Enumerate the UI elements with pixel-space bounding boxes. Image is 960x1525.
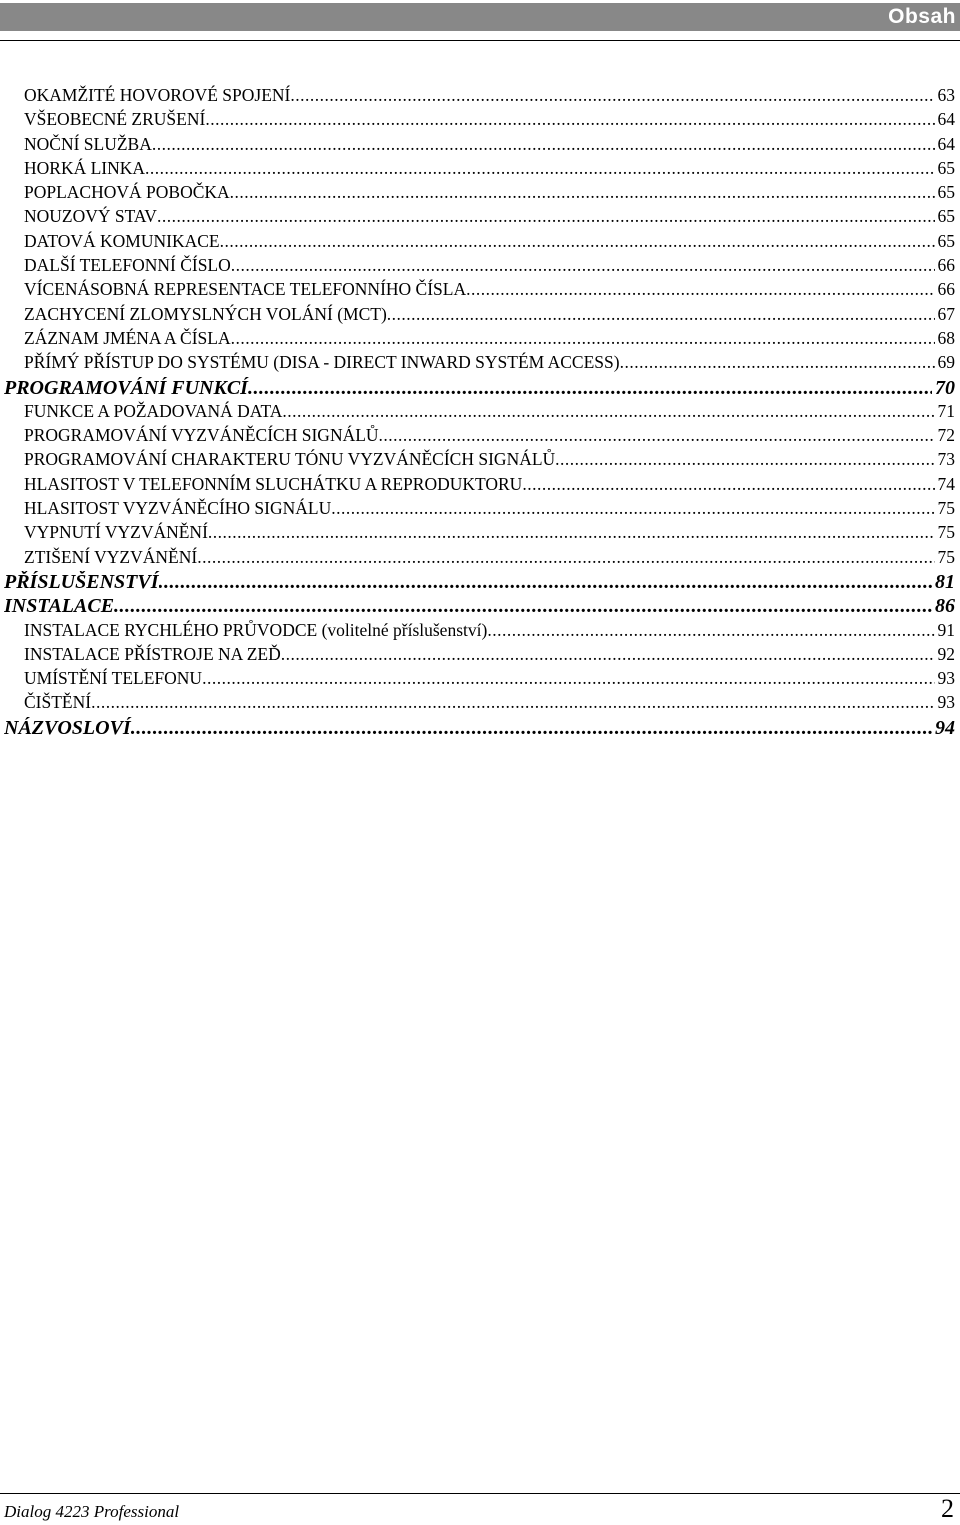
toc-section-entry[interactable] — [4, 644, 955, 668]
toc-entry-title: PŘÍSLUŠENSTVÍ — [4, 570, 159, 593]
toc-chapter-entry[interactable] — [4, 377, 955, 401]
toc-dot-leader — [466, 279, 934, 300]
toc-dot-leader — [152, 134, 935, 155]
toc-section-entry[interactable] — [4, 352, 955, 376]
toc-entry-page: 65 — [937, 182, 955, 203]
toc-dot-leader — [157, 206, 935, 227]
toc-dot-leader — [91, 692, 934, 713]
toc-entry-title: VÍCENÁSOBNÁ REPRESENTACE TELEFONNÍHO ČÍSLA — [24, 279, 467, 300]
toc-dot-leader — [282, 401, 934, 422]
toc-entry-page: 86 — [935, 595, 955, 618]
toc-dot-leader — [387, 304, 935, 325]
toc-entry-page: 91 — [937, 619, 955, 640]
toc-entry-title: VYPNUTÍ VYZVÁNĚNÍ — [24, 522, 208, 543]
toc-entry-page: 64 — [937, 109, 955, 130]
toc-entry-page: 65 — [937, 206, 955, 227]
toc-section-entry[interactable] — [4, 206, 955, 230]
toc-section-entry[interactable] — [4, 85, 955, 109]
toc-entry-page: 92 — [937, 643, 955, 664]
toc-dot-leader — [248, 377, 932, 400]
toc-entry-title: NOČNÍ SLUŽBA — [24, 133, 152, 154]
toc-entry-page: 75 — [937, 546, 955, 567]
toc-entry-page: 75 — [937, 498, 955, 519]
toc-dot-leader — [555, 449, 934, 470]
toc-dot-leader — [131, 717, 932, 740]
toc-section-entry[interactable] — [4, 498, 955, 522]
toc-entry-page: 94 — [935, 716, 955, 739]
toc-dot-leader — [620, 352, 935, 373]
toc-entry-page: 74 — [937, 473, 955, 494]
toc-entry-title: INSTALACE PŘÍSTROJE NA ZEĎ — [24, 643, 281, 664]
toc-section-entry[interactable] — [4, 255, 955, 279]
toc-section-entry[interactable] — [4, 692, 955, 716]
toc-dot-leader — [522, 474, 934, 495]
footer-document-name: Dialog 4223 Professional — [4, 1502, 180, 1521]
toc-dot-leader — [379, 425, 935, 446]
toc-entry-title: ZTIŠENÍ VYZVÁNĚNÍ — [24, 546, 198, 567]
toc-dot-leader — [159, 571, 933, 594]
toc-entry-title: POPLACHOVÁ POBOČKA — [24, 182, 230, 203]
toc-dot-leader — [231, 328, 935, 349]
toc-entry-title: DALŠÍ TELEFONNÍ ČÍSLO — [24, 255, 231, 276]
toc-section-entry[interactable] — [4, 182, 955, 206]
toc-entry-page: 81 — [935, 570, 955, 593]
toc-section-entry[interactable] — [4, 109, 955, 133]
toc-dot-leader — [220, 231, 935, 252]
toc-entry-title: PROGRAMOVÁNÍ CHARAKTERU TÓNU VYZVÁNĚCÍCH SIGNÁLŮ — [24, 449, 556, 470]
toc-entry-title: OKAMŽITÉ HOVOROVÉ SPOJENÍ — [24, 85, 291, 105]
toc-section-entry[interactable] — [4, 425, 955, 449]
toc-entry-page: 67 — [937, 303, 955, 324]
toc-entry-page: 75 — [937, 522, 955, 543]
toc-section-entry[interactable] — [4, 158, 955, 182]
toc-chapter-entry[interactable] — [4, 717, 955, 741]
toc-section-entry[interactable] — [4, 401, 955, 425]
toc-dot-leader — [197, 547, 934, 568]
toc-entry-page: 73 — [937, 449, 955, 470]
toc-entry-title: PROGRAMOVÁNÍ VYZVÁNĚCÍCH SIGNÁLŮ — [24, 425, 379, 446]
toc-section-entry[interactable] — [4, 522, 955, 546]
toc-section-entry[interactable] — [4, 620, 955, 644]
toc-entry-title: VŠEOBECNÉ ZRUŠENÍ — [24, 109, 206, 130]
toc-chapter-entry[interactable] — [4, 571, 955, 595]
toc-dot-leader — [145, 158, 934, 179]
toc-entry-page: 71 — [937, 400, 955, 421]
toc-entry-title: NOUZOVÝ STAV — [24, 206, 157, 227]
header-divider — [0, 40, 960, 41]
toc-entry-title: ZÁZNAM JMÉNA A ČÍSLA — [24, 327, 231, 348]
toc-section-entry[interactable] — [4, 231, 955, 255]
toc-entry-title: HLASITOST V TELEFONNÍM SLUCHÁTKU A REPRODUKTORU — [24, 473, 523, 494]
toc-entry-title: PROGRAMOVÁNÍ FUNKCÍ — [4, 376, 248, 399]
toc-dot-leader — [230, 182, 935, 203]
toc-entry-title: UMÍSTĚNÍ TELEFONU — [24, 668, 203, 689]
footer-divider — [0, 1493, 960, 1494]
footer-page-number: 2 — [941, 1494, 954, 1523]
toc-entry-page: 93 — [937, 668, 955, 689]
toc-entry-title: HLASITOST VYZVÁNĚCÍHO SIGNÁLU — [24, 498, 332, 519]
toc-section-entry[interactable] — [4, 474, 955, 498]
toc-entry-title: DATOVÁ KOMUNIKACE — [24, 230, 220, 251]
toc-entry-title: FUNKCE A POŽADOVANÁ DATA — [24, 400, 283, 421]
toc-section-entry[interactable] — [4, 328, 955, 352]
toc-entry-title: ČIŠTĚNÍ — [24, 692, 92, 713]
toc-entry-title: INSTALACE RYCHLÉHO PRŮVODCE (volitelné příslušenství) — [24, 619, 488, 640]
toc-entry-page: 68 — [937, 327, 955, 348]
toc-entry-page: 64 — [937, 133, 955, 154]
toc-entry-page: 70 — [935, 376, 955, 399]
toc-entry-page: 93 — [937, 692, 955, 713]
toc-section-entry[interactable] — [4, 547, 955, 571]
toc-entry-title: PŘÍMÝ PŘÍSTUP DO SYSTÉMU (DISA - DIRECT INWARD SYSTÉM ACCESS) — [24, 352, 620, 373]
toc-entry-title: ZACHYCENÍ ZLOMYSLNÝCH VOLÁNÍ (MCT) — [24, 303, 387, 324]
toc-dot-leader — [114, 595, 932, 618]
table-of-contents — [4, 85, 955, 741]
toc-dot-leader — [208, 522, 935, 543]
toc-entry-title: NÁZVOSLOVÍ — [4, 716, 131, 739]
header-band — [0, 3, 960, 31]
toc-entry-page: 63 — [937, 85, 955, 105]
toc-dot-leader — [205, 109, 934, 130]
toc-entry-page: 66 — [937, 255, 955, 276]
toc-dot-leader — [281, 644, 935, 665]
toc-section-entry[interactable] — [4, 134, 955, 158]
toc-section-entry[interactable] — [4, 279, 955, 303]
toc-dot-leader — [202, 668, 934, 689]
toc-entry-page: 72 — [937, 425, 955, 446]
toc-dot-leader — [290, 85, 934, 106]
toc-entry-page: 69 — [937, 352, 955, 373]
toc-entry-page: 66 — [937, 279, 955, 300]
toc-section-entry[interactable] — [4, 449, 955, 473]
toc-entry-title: INSTALACE — [4, 595, 115, 618]
toc-entry-page: 65 — [937, 157, 955, 178]
toc-chapter-entry[interactable] — [4, 595, 955, 619]
toc-entry-title: HORKÁ LINKA — [24, 157, 146, 178]
toc-dot-leader — [331, 498, 934, 519]
toc-dot-leader — [231, 255, 935, 276]
toc-entry-page: 65 — [937, 230, 955, 251]
toc-dot-leader — [487, 620, 934, 641]
page-title: Obsah — [888, 5, 956, 28]
toc-section-entry[interactable] — [4, 668, 955, 692]
toc-section-entry[interactable] — [4, 304, 955, 328]
